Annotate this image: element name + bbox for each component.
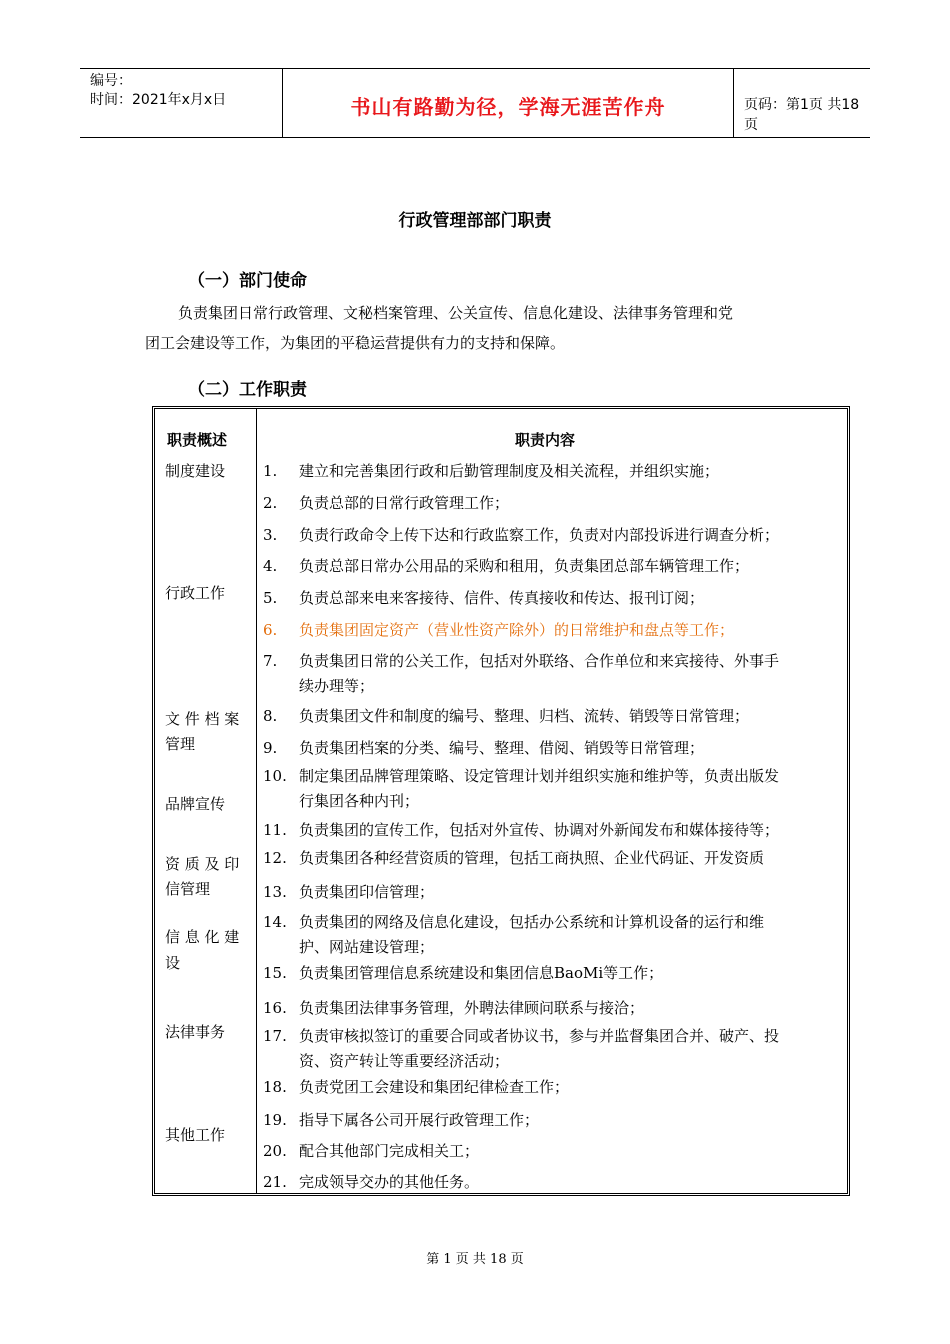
row-text-continued: 护、网站建设管理； [299,938,435,956]
row-number: 1. [263,462,278,480]
row-text: 完成领导交办的其他任务。 [299,1173,480,1191]
category-archive-2: 管理 [165,735,196,753]
row-number: 15. [263,964,287,982]
row-number: 20. [263,1142,287,1160]
row-number: 17. [263,1027,287,1045]
header-page-cell [734,69,870,137]
document-header [80,68,870,138]
number-label: 编号： [90,73,132,89]
row-number: 5. [263,589,278,607]
row-text-continued: 资、资产转让等重要经济活动； [299,1052,510,1070]
row-number: 9. [263,739,278,757]
row-number: 16. [263,999,287,1017]
row-text: 负责总部的日常行政管理工作； [299,494,510,512]
category-qualification: 资 质 及 印 [165,855,240,873]
row-text: 负责集团固定资产（营业性资产除外）的日常维护和盘点等工作； [299,621,735,639]
row-text: 负责集团的网络及信息化建设，包括办公系统和计算机设备的运行和维 [299,913,765,931]
mission-paragraph-line1: 负责集团日常行政管理、文秘档案管理、公关宣传、信息化建设、法律事务管理和党 [178,304,734,322]
row-text: 负责集团印信管理； [299,883,435,901]
row-text: 指导下属各公司开展行政管理工作； [299,1111,540,1129]
category-it-2: 设 [165,954,181,972]
row-text: 负责集团档案的分类、编号、整理、借阅、销毁等日常管理； [299,739,705,757]
row-text: 负责集团的宣传工作，包括对外宣传、协调对外新闻发布和媒体接待等； [299,821,780,839]
row-number: 6. [263,621,278,639]
section-heading-mission: （一）部门使命 [188,271,307,291]
document-title: 行政管理部部门职责 [398,211,552,231]
section-heading-duties: （二）工作职责 [188,380,307,400]
row-text: 负责审核拟签订的重要合同或者协议书，参与并监督集团合并、破产、投 [299,1027,780,1045]
row-text: 负责集团管理信息系统建设和集团信息BaoMi等工作； [299,964,664,982]
row-number: 8. [263,707,278,725]
row-text: 负责党团工会建设和集团纪律检查工作； [299,1078,570,1096]
category-qualification-2: 信管理 [165,880,211,898]
row-number: 2. [263,494,278,512]
row-text: 负责行政命令上传下达和行政监察工作，负责对内部投诉进行调查分析； [299,526,780,544]
row-number: 4. [263,557,278,575]
row-text-continued: 续办理等； [299,677,375,695]
row-text: 配合其他部门完成相关工； [299,1142,480,1160]
row-number: 3. [263,526,278,544]
time-label: 时间：2021年x月x日 [90,92,227,108]
category-brand: 品牌宣传 [165,795,226,813]
category-archive: 文 件 档 案 [165,710,240,728]
page-info: 页码：第1页 共18页 [744,97,860,133]
category-other: 其他工作 [165,1126,226,1144]
header-content: 职责内容 [515,431,576,449]
motto-text: 书山有路勤为径，学海无涯苦作舟 [350,95,666,119]
category-admin: 行政工作 [165,584,226,602]
category-system: 制度建设 [165,462,226,480]
header-summary: 职责概述 [167,431,228,449]
duty-row [263,846,843,871]
row-number: 18. [263,1078,287,1096]
row-text: 负责总部来电来客接待、信件、传真接收和传达、报刊订阅； [299,589,705,607]
row-number: 19. [263,1111,287,1129]
row-number: 14. [263,913,287,931]
category-legal: 法律事务 [165,1023,226,1041]
page-footer: 第 1 页 共 18 页 [426,1252,524,1267]
row-number: 7. [263,652,278,670]
row-number: 13. [263,883,287,901]
row-number: 11. [263,821,287,839]
row-text: 制定集团品牌管理策略、设定管理计划并组织实施和维护等，负责出版发 [299,767,780,785]
category-it: 信 息 化 建 [165,928,240,946]
row-text-continued: 行集团各种内刊； [299,792,420,810]
row-number: 10. [263,767,287,785]
mission-paragraph-line2: 团工会建设等工作，为集团的平稳运营提供有力的支持和保障。 [145,334,566,352]
row-text: 负责总部日常办公用品的采购和租用，负责集团总部车辆管理工作； [299,557,750,575]
column-divider [256,409,257,1193]
row-text: 建立和完善集团行政和后勤管理制度及相关流程，并组织实施； [299,462,720,480]
header-meta [80,69,282,137]
row-text: 负责集团法律事务管理，外聘法律顾问联系与接洽； [299,999,645,1017]
row-text: 负责集团日常的公关工作，包括对外联络、合作单位和来宾接待、外事手 [299,652,780,670]
row-text: 负责集团各种经营资质的管理，包括工商执照、企业代码证、开发资质 [299,849,765,867]
header-motto-cell [282,69,734,137]
row-text: 负责集团文件和制度的编号、整理、归档、流转、销毁等日常管理； [299,707,750,725]
duties-table [152,406,850,1196]
row-number: 21. [263,1173,287,1191]
row-number: 12. [263,849,287,867]
